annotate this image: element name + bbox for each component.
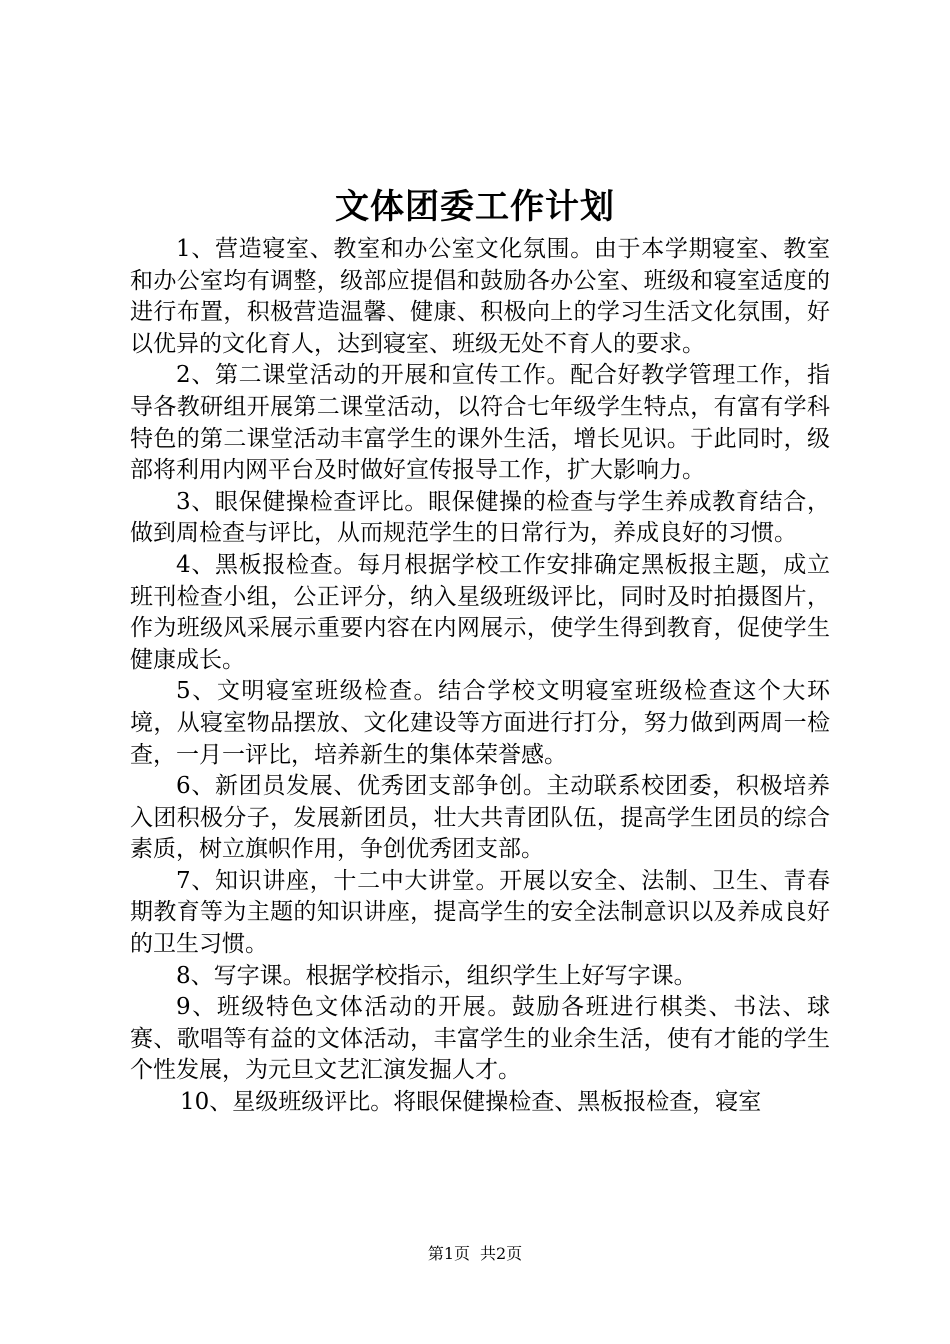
paragraph-2: 2、第二课堂活动的开展和宣传工作。配合好教学管理工作，指导各教研组开展第二课堂活动，以符合七年级学生特点，有富有学科特色的第二课堂活动丰富学生的课外生活，增长见识。于此同时，级部将利用内网平台及时做好宣传报导工作，扩大影响力。 bbox=[130, 362, 830, 484]
paragraph-4: 4、黑板报检查。每月根据学校工作安排确定黑板报主题，成立班刊检查小组，公正评分，纳入星级班级评比，同时及时拍摄图片，作为班级风采展示重要内容在内网展示，使学生得到教育，促使学生健康成长。 bbox=[130, 551, 830, 673]
paragraph-10: 10、星级班级评比。将眼保健操检查、黑板报检查，寝室 bbox=[180, 1089, 762, 1116]
paragraph-1: 1、营造寝室、教室和办公室文化氛围。由于本学期寝室、教室和办公室均有调整，级部应提倡和鼓励各办公室、班级和寝室适度的进行布置，积极营造温馨、健康、积极向上的学习生活文化氛围，好以优异的文化育人，达到寝室、班级无处不育人的要求。 bbox=[130, 236, 830, 357]
page-number: 第1页 bbox=[427, 1244, 470, 1263]
paragraph-8: 8、写字课。根据学校指示，组织学生上好写字课。 bbox=[176, 962, 697, 989]
page-title: 文体团委工作计划 bbox=[335, 187, 615, 227]
paragraph-9: 9、班级特色文体活动的开展。鼓励各班进行棋类、书法、球赛、歌唱等有益的文体活动，丰富学生的业余生活，使有才能的学生个性发展，为元旦文艺汇演发掘人才。 bbox=[130, 994, 830, 1084]
paragraph-6: 6、新团员发展、优秀团支部争创。主动联系校团委，积极培养入团积极分子，发展新团员，壮大共青团队伍，提高学生团员的综合素质，树立旗帜作用，争创优秀团支部。 bbox=[130, 773, 830, 863]
paragraph-3: 3、眼保健操检查评比。眼保健操的检查与学生养成教育结合，做到周检查与评比，从而规范学生的日常行为，养成良好的习惯。 bbox=[130, 488, 830, 547]
paragraph-7: 7、知识讲座，十二中大讲堂。开展以安全、法制、卫生、青春期教育等为主题的知识讲座，提高学生的安全法制意识以及养成良好的卫生习惯。 bbox=[130, 867, 830, 958]
document-body bbox=[130, 234, 830, 1119]
paragraph-5: 5、文明寝室班级检查。结合学校文明寝室班级检查这个大环境，从寝室物品摆放、文化建设等方面进行打分，努力做到两周一检查，一月一评比，培养新生的集体荣誉感。 bbox=[130, 678, 830, 768]
page-total: 共2页 bbox=[480, 1244, 523, 1263]
page-footer bbox=[0, 1243, 950, 1265]
